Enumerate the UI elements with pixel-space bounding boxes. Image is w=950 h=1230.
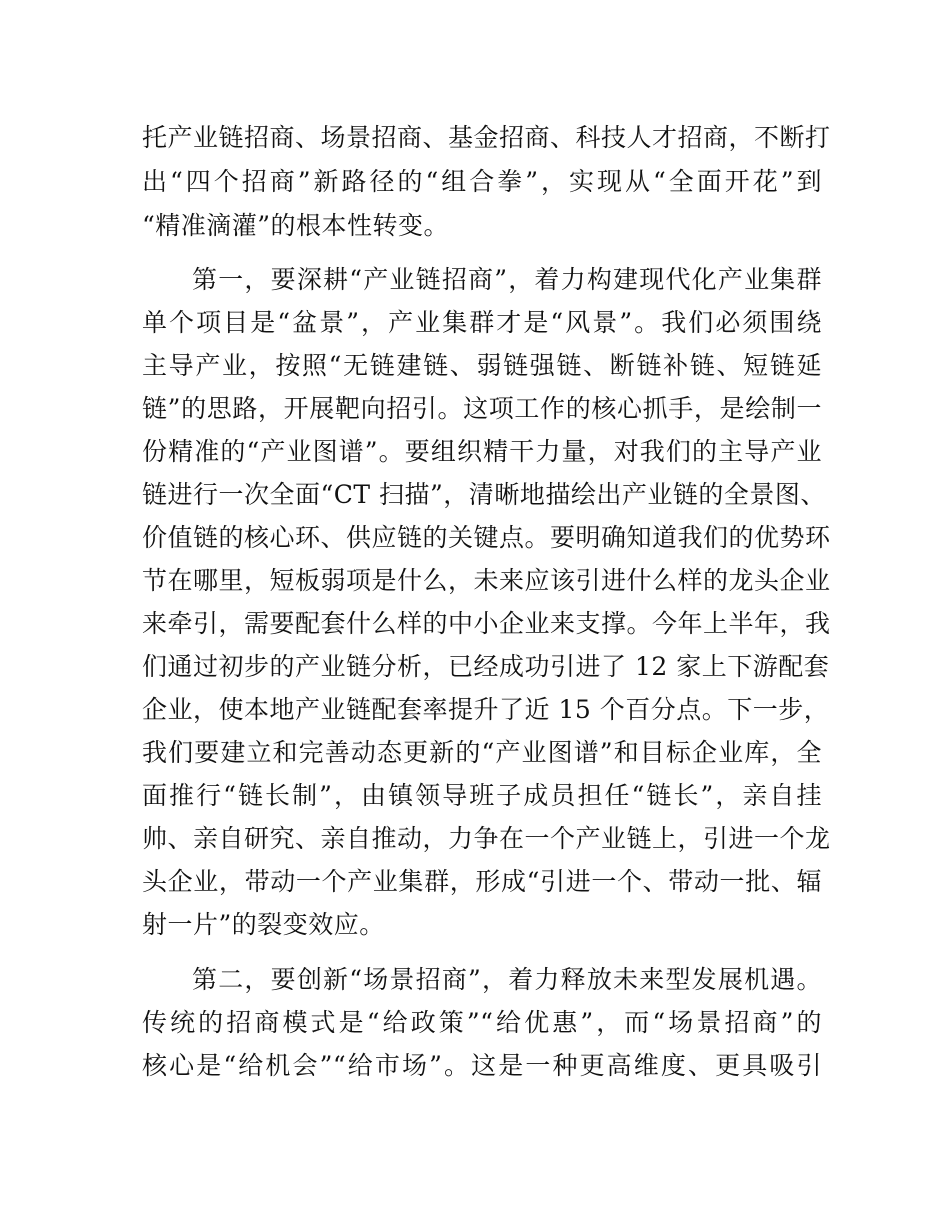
text-line: 面推行“链长制”，由镇领导班子成员担任“链长”，亲自挂 xyxy=(142,781,822,810)
text-line: 单个项目是“盆景”，产业集群才是“风景”。我们必须围绕 xyxy=(142,308,822,337)
text-line: 来牵引，需要配套什么样的中小企业来支撑。今年上半年，我 xyxy=(142,609,831,638)
text-line: 企业，使本地产业链配套率提升了近 15 个百分点。下一步， xyxy=(142,695,830,724)
text-line: “精准滴灌”的根本性转变。 xyxy=(142,211,450,240)
text-line: 传统的招商模式是“给政策”“给优惠”，而“场景招商”的 xyxy=(142,1008,822,1037)
text-line: 节在哪里，短板弱项是什么，未来应该引进什么样的龙头企业 xyxy=(142,566,831,595)
text-line: 头企业，带动一个产业集群，形成“引进一个、带动一批、辐 xyxy=(142,867,822,896)
text-line: 价值链的核心环、供应链的关键点。要明确知道我们的优势环 xyxy=(142,523,831,552)
text-line: 射一片”的裂变效应。 xyxy=(142,910,385,939)
text-line: 链进行一次全面“CT 扫描”，清晰地描绘出产业链的全景图、 xyxy=(142,480,826,509)
text-line: 托产业链招商、场景招商、基金招商、科技人才招商，不断打 xyxy=(142,123,831,152)
text-line: 主导产业，按照“无链建链、弱链强链、断链补链、短链延 xyxy=(142,351,822,380)
text-line: 们通过初步的产业链分析，已经成功引进了 12 家上下游配套 xyxy=(142,652,830,681)
text-line: 份精准的“产业图谱”。要组织精干力量，对我们的主导产业 xyxy=(142,437,822,466)
paragraph-heading-line: 第一，要深耕“产业链招商”，着力构建现代化产业集群 xyxy=(192,265,822,294)
text-line: 出“四个招商”新路径的“组合拳”，实现从“全面开花”到 xyxy=(142,167,822,196)
text-line: 帅、亲自研究、亲自推动，力争在一个产业链上，引进一个龙 xyxy=(142,824,831,853)
paragraph-heading-line: 第二，要创新“场景招商”，着力释放未来型发展机遇。 xyxy=(192,965,822,994)
text-line: 我们要建立和完善动态更新的“产业图谱”和目标企业库，全 xyxy=(142,738,822,767)
text-line: 链”的思路，开展靶向招引。这项工作的核心抓手，是绘制一 xyxy=(142,394,822,423)
text-line: 核心是“给机会”“给市场”。这是一种更高维度、更具吸引 xyxy=(142,1051,822,1080)
